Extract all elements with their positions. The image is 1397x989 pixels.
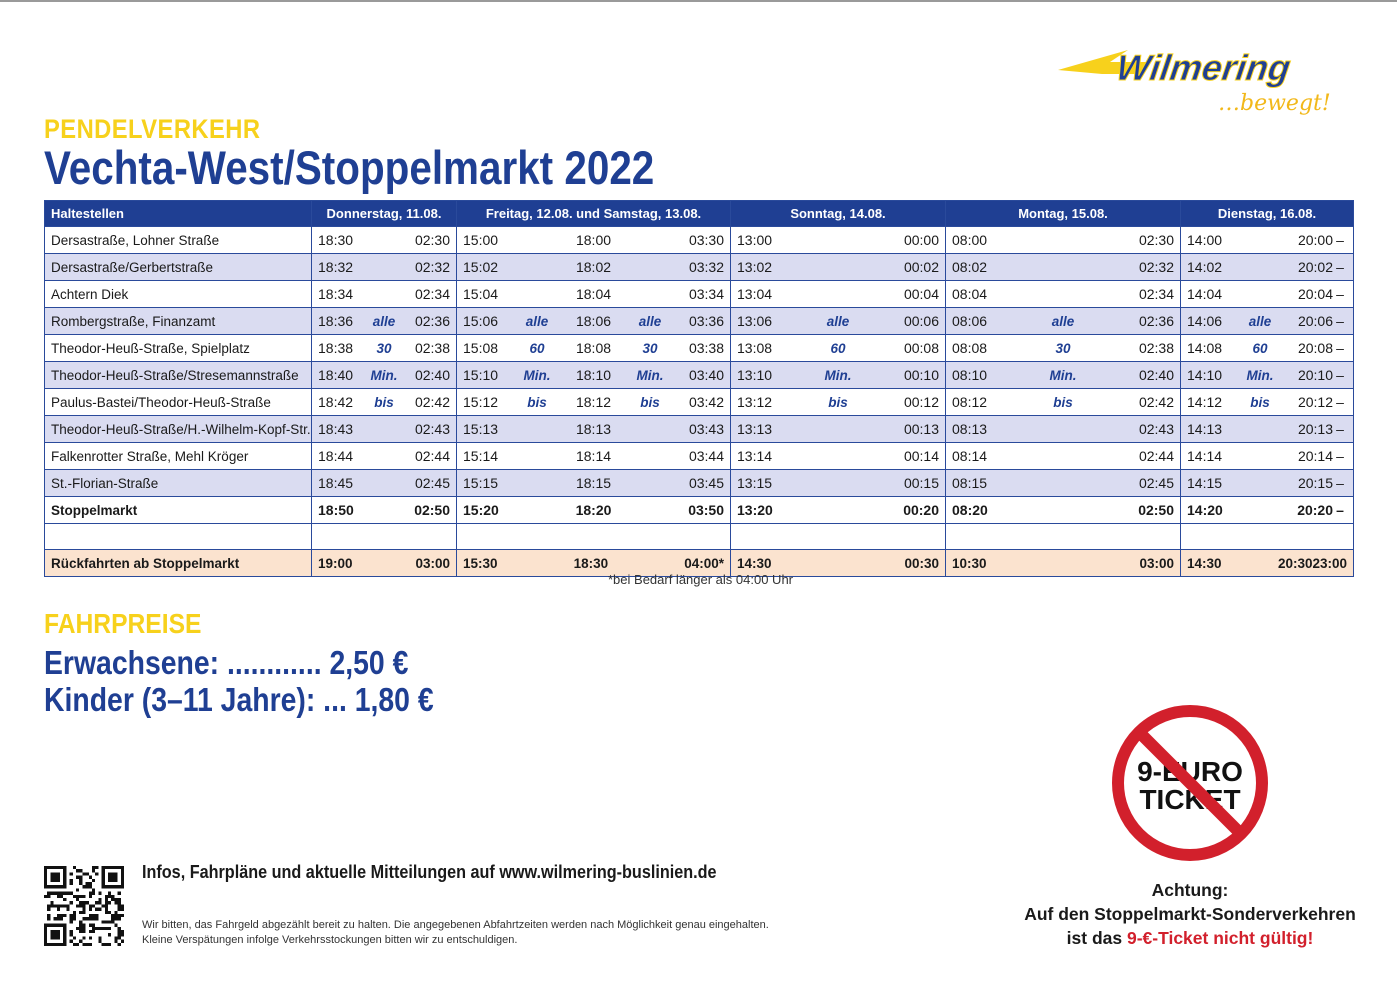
- small-print-line1: Wir bitten, das Fahrgeld abgezählt bereit zu halten. Die angegebenen Abfahrtzeiten werden nach Möglichkeit genau eingehalten.: [142, 919, 769, 931]
- interval-note: Min.: [824, 367, 852, 383]
- departure-time: 15:30: [463, 555, 498, 571]
- departure-time: 20:13: [1297, 421, 1333, 437]
- departure-time: 03:45: [688, 475, 725, 491]
- departure-time: 19:00: [318, 555, 353, 571]
- departure-time: 00:30: [904, 555, 939, 571]
- day-cell: [312, 227, 457, 254]
- day-cell: [1181, 281, 1354, 308]
- departure-time: 18:40: [318, 367, 354, 383]
- logo-tagline: …bewegt!: [1218, 91, 1331, 116]
- fares-title: FAHRPREISE: [44, 608, 202, 639]
- day-cell: [946, 227, 1181, 254]
- departure-time: 14:13: [1187, 421, 1223, 437]
- interval-note: 60: [1252, 340, 1268, 356]
- departure-time: 08:02: [952, 259, 988, 275]
- interval-note: 30: [642, 340, 658, 356]
- departure-time: 02:34: [414, 286, 450, 302]
- empty-cell: [45, 524, 312, 550]
- departure-time: 08:13: [952, 421, 988, 437]
- day-cell: [1181, 308, 1354, 335]
- day-cell: [312, 254, 457, 281]
- departure-time: –: [1336, 232, 1344, 248]
- departure-time: 18:30: [573, 555, 609, 571]
- sign-line1: 9-EURO: [1137, 756, 1243, 787]
- stop-name: St.-Florian-Straße: [45, 470, 312, 497]
- departure-time: 20:20: [1297, 502, 1333, 518]
- day-cell: [1181, 227, 1354, 254]
- interval-note: alle: [1248, 313, 1272, 329]
- table-row: [45, 308, 1354, 335]
- day-cell: [731, 443, 946, 470]
- interval-note: Min.: [1049, 367, 1077, 383]
- day-cell: [457, 254, 731, 281]
- day-cell: [1181, 443, 1354, 470]
- departure-time: 02:32: [1138, 259, 1174, 275]
- day-cell: [312, 416, 457, 443]
- day-cell: [946, 335, 1181, 362]
- day-cell: [457, 335, 731, 362]
- day-cell: [312, 550, 457, 577]
- day-cell: [946, 389, 1181, 416]
- day-cell: [946, 497, 1181, 524]
- departure-time: 10:30: [952, 555, 987, 571]
- table-row: [45, 389, 1354, 416]
- departure-time: 18:50: [318, 502, 354, 518]
- stop-name: Achtern Diek: [45, 281, 312, 308]
- table-row: [45, 443, 1354, 470]
- departure-time: 03:42: [688, 394, 725, 410]
- day-cell: [731, 227, 946, 254]
- day-cell: [312, 308, 457, 335]
- departure-time: 02:44: [414, 448, 450, 464]
- header-thursday: Donnerstag, 11.08.: [312, 201, 457, 227]
- table-row: [45, 227, 1354, 254]
- day-cell: [312, 497, 457, 524]
- interval-note: bis: [640, 394, 660, 410]
- day-cell: [946, 550, 1181, 577]
- notice: [1020, 878, 1360, 950]
- interval-note: bis: [1250, 394, 1270, 410]
- stop-name: Dersastraße, Lohner Straße: [45, 227, 312, 254]
- sign-line2: TICKET: [1139, 784, 1241, 815]
- departure-time: –: [1336, 448, 1344, 464]
- table-row: [45, 470, 1354, 497]
- departure-time: 03:50: [688, 502, 724, 518]
- interval-note: bis: [1053, 394, 1073, 410]
- day-cell: [946, 470, 1181, 497]
- day-cell: [731, 362, 946, 389]
- departure-time: 02:43: [414, 421, 450, 437]
- departure-time: 13:10: [737, 367, 773, 383]
- departure-time: 15:10: [463, 367, 499, 383]
- departure-time: 18:30: [318, 232, 354, 248]
- day-cell: [731, 416, 946, 443]
- day-cell: [1181, 470, 1354, 497]
- departure-time: 20:04: [1297, 286, 1333, 302]
- departure-time: 14:12: [1187, 394, 1223, 410]
- interval-note: alle: [372, 313, 396, 329]
- departure-time: 20:14: [1297, 448, 1333, 464]
- departure-time: 18:13: [575, 421, 612, 437]
- departure-time: 18:04: [575, 286, 612, 302]
- departure-time: 02:40: [414, 367, 450, 383]
- departure-time: 02:36: [1138, 313, 1174, 329]
- departure-time: 13:14: [737, 448, 773, 464]
- departure-time: 20:10: [1297, 367, 1333, 383]
- empty-cell: [457, 524, 731, 550]
- day-cell: [731, 335, 946, 362]
- departure-time: 18:15: [575, 475, 612, 491]
- day-cell: [457, 416, 731, 443]
- notice-line2: Auf den Stoppelmarkt-Sonderverkehren: [1024, 904, 1356, 924]
- stop-name: Dersastraße/Gerbertstraße: [45, 254, 312, 281]
- departure-time: 03:40: [688, 367, 725, 383]
- departure-time: 00:02: [903, 259, 939, 275]
- table-row: [45, 416, 1354, 443]
- departure-time: 08:12: [952, 394, 988, 410]
- interval-note: 60: [529, 340, 545, 356]
- departure-time: 15:12: [463, 394, 499, 410]
- day-cell: [457, 470, 731, 497]
- notice-line1: Achtung:: [1151, 880, 1229, 900]
- stop-name: Rückfahrten ab Stoppelmarkt: [45, 550, 312, 577]
- interval-note: bis: [527, 394, 547, 410]
- departure-time: –: [1336, 394, 1344, 410]
- notice-line3: [1020, 926, 1360, 950]
- interval-note: bis: [374, 394, 394, 410]
- departure-time: 20:00: [1297, 232, 1333, 248]
- departure-time: 02:38: [1138, 340, 1174, 356]
- day-cell: [1181, 416, 1354, 443]
- departure-time: 14:04: [1187, 286, 1223, 302]
- day-cell: [1181, 389, 1354, 416]
- departure-time: 15:02: [463, 259, 499, 275]
- stop-name: Stoppelmarkt: [45, 497, 312, 524]
- departure-time: 18:44: [318, 448, 354, 464]
- day-cell: [312, 281, 457, 308]
- interval-note: 60: [830, 340, 846, 356]
- departure-time: 00:00: [903, 232, 939, 248]
- departure-time: –: [1336, 502, 1344, 518]
- departure-time: 14:30: [1187, 555, 1222, 571]
- notice-line3-red: 9-€-Ticket nicht gültig!: [1126, 928, 1314, 948]
- departure-time: 00:10: [903, 367, 939, 383]
- empty-cell: [312, 524, 457, 550]
- departure-time: 15:04: [463, 286, 499, 302]
- departure-time: 02:45: [1138, 475, 1174, 491]
- day-cell: [1181, 254, 1354, 281]
- header-monday: Montag, 15.08.: [946, 201, 1181, 227]
- departure-time: 02:32: [414, 259, 450, 275]
- day-cell: [312, 362, 457, 389]
- day-cell: [1181, 550, 1354, 577]
- departure-time: 14:20: [1187, 502, 1223, 518]
- day-cell: [312, 389, 457, 416]
- departure-time: 14:00: [1187, 232, 1223, 248]
- day-cell: [946, 281, 1181, 308]
- departure-time: 03:00: [415, 555, 450, 571]
- day-cell: [312, 443, 457, 470]
- table-row: [45, 497, 1354, 524]
- day-cell: [457, 497, 731, 524]
- wilmering-logo: [1058, 44, 1358, 116]
- departure-time: 13:13: [737, 421, 773, 437]
- header-stops: Haltestellen: [45, 201, 312, 227]
- empty-cell: [1181, 524, 1354, 550]
- departure-time: 14:14: [1187, 448, 1223, 464]
- departure-time: 00:15: [903, 475, 939, 491]
- interval-note: alle: [525, 313, 549, 329]
- departure-time: 20:30: [1277, 555, 1313, 571]
- departure-time: 13:02: [737, 259, 773, 275]
- day-cell: [731, 308, 946, 335]
- departure-time: 13:08: [737, 340, 773, 356]
- departure-time: 02:43: [1138, 421, 1174, 437]
- departure-time: 18:43: [318, 421, 354, 437]
- day-cell: [312, 335, 457, 362]
- interval-note: 30: [1055, 340, 1071, 356]
- departure-time: 03:38: [688, 340, 725, 356]
- notice-line3-text: ist das: [1066, 928, 1127, 948]
- departure-time: 02:30: [1138, 232, 1174, 248]
- interval-note: bis: [828, 394, 848, 410]
- departure-time: 00:20: [903, 502, 939, 518]
- departure-time: 14:30: [737, 555, 772, 571]
- departure-time: 14:10: [1187, 367, 1223, 383]
- interval-note: Min.: [636, 367, 664, 383]
- departure-time: 00:04: [903, 286, 939, 302]
- departure-time: 18:00: [575, 232, 612, 248]
- departure-time: 02:42: [414, 394, 450, 410]
- departure-time: 04:00*: [684, 555, 725, 571]
- departure-time: 13:00: [737, 232, 773, 248]
- departure-time: –: [1336, 286, 1344, 302]
- departure-time: 18:45: [318, 475, 354, 491]
- day-cell: [1181, 335, 1354, 362]
- logo-graphic: [1058, 44, 1358, 116]
- departure-time: 00:06: [903, 313, 939, 329]
- interval-note: alle: [1051, 313, 1075, 329]
- departure-time: 15:00: [463, 232, 499, 248]
- departure-time: –: [1336, 313, 1344, 329]
- departure-time: 03:36: [688, 313, 725, 329]
- day-cell: [946, 443, 1181, 470]
- departure-time: 03:32: [688, 259, 725, 275]
- departure-time: 18:02: [575, 259, 612, 275]
- departure-time: 14:02: [1187, 259, 1223, 275]
- departure-time: 02:45: [414, 475, 450, 491]
- departure-time: –: [1336, 259, 1344, 275]
- departure-time: 02:38: [414, 340, 450, 356]
- table-row: [45, 335, 1354, 362]
- day-cell: [731, 470, 946, 497]
- interval-note: Min.: [1246, 367, 1274, 383]
- departure-time: 00:14: [903, 448, 939, 464]
- departure-time: 20:15: [1297, 475, 1333, 491]
- departure-time: 18:32: [318, 259, 354, 275]
- departure-time: 18:14: [575, 448, 612, 464]
- departure-time: 08:08: [952, 340, 988, 356]
- day-cell: [1181, 497, 1354, 524]
- departure-time: 18:36: [318, 313, 354, 329]
- table-row: [45, 281, 1354, 308]
- qr-code: [44, 866, 124, 946]
- departure-time: 08:14: [952, 448, 988, 464]
- day-cell: [946, 308, 1181, 335]
- empty-cell: [946, 524, 1181, 550]
- departure-time: 08:04: [952, 286, 988, 302]
- departure-time: –: [1336, 421, 1344, 437]
- departure-time: 13:12: [737, 394, 773, 410]
- departure-time: –: [1336, 367, 1344, 383]
- departure-time: 15:06: [463, 313, 499, 329]
- departure-time: 18:38: [318, 340, 354, 356]
- empty-cell: [731, 524, 946, 550]
- departure-time: 20:12: [1297, 394, 1333, 410]
- day-cell: [457, 362, 731, 389]
- departure-time: 03:00: [1139, 555, 1174, 571]
- day-cell: [312, 470, 457, 497]
- day-cell: [1181, 362, 1354, 389]
- departure-time: 02:44: [1138, 448, 1174, 464]
- departure-time: 03:34: [688, 286, 725, 302]
- day-cell: [731, 254, 946, 281]
- departure-time: 13:15: [737, 475, 773, 491]
- departure-time: 23:00: [1312, 555, 1347, 571]
- stop-name: Paulus-Bastei/Theodor-Heuß-Straße: [45, 389, 312, 416]
- departure-time: 20:02: [1297, 259, 1333, 275]
- day-cell: [457, 227, 731, 254]
- table-row: [45, 254, 1354, 281]
- departure-time: 13:04: [737, 286, 773, 302]
- departure-time: 08:15: [952, 475, 988, 491]
- departure-time: 14:06: [1187, 313, 1223, 329]
- departure-time: –: [1336, 475, 1344, 491]
- small-print-line2: Kleine Verspätungen infolge Verkehrsstockungen bitten wir zu entschuldigen.: [142, 934, 518, 946]
- fare-children: Kinder (3–11 Jahre): ... 1,80 €: [44, 681, 434, 718]
- departure-time: 18:42: [318, 394, 354, 410]
- departure-time: 20:06: [1297, 313, 1333, 329]
- header-friday-saturday: Freitag, 12.08. und Samstag, 13.08.: [457, 201, 731, 227]
- departure-time: 08:10: [952, 367, 988, 383]
- table-row: [45, 362, 1354, 389]
- day-cell: [457, 389, 731, 416]
- header-sunday: Sonntag, 14.08.: [731, 201, 946, 227]
- departure-time: 08:06: [952, 313, 988, 329]
- departure-time: 14:08: [1187, 340, 1223, 356]
- stop-name: Theodor-Heuß-Straße, Spielplatz: [45, 335, 312, 362]
- departure-time: 00:13: [903, 421, 939, 437]
- day-cell: [457, 281, 731, 308]
- day-cell: [946, 416, 1181, 443]
- departure-time: 18:08: [575, 340, 612, 356]
- day-cell: [457, 443, 731, 470]
- header-tuesday: Dienstag, 16.08.: [1181, 201, 1354, 227]
- day-cell: [731, 389, 946, 416]
- departure-time: 03:43: [688, 421, 725, 437]
- departure-time: 02:40: [1138, 367, 1174, 383]
- departure-time: 00:08: [903, 340, 939, 356]
- departure-time: 20:08: [1297, 340, 1333, 356]
- departure-time: 15:13: [463, 421, 499, 437]
- departure-time: 18:06: [575, 313, 612, 329]
- interval-note: alle: [826, 313, 850, 329]
- departure-time: 15:20: [463, 502, 499, 518]
- day-cell: [731, 497, 946, 524]
- day-cell: [457, 308, 731, 335]
- departure-time: 18:20: [575, 502, 612, 518]
- departure-time: 14:15: [1187, 475, 1223, 491]
- departure-time: 03:44: [688, 448, 725, 464]
- day-cell: [946, 254, 1181, 281]
- departure-time: 02:30: [414, 232, 450, 248]
- departure-time: –: [1336, 340, 1344, 356]
- top-rule: [0, 0, 1397, 2]
- stop-name: Falkenrotter Straße, Mehl Kröger: [45, 443, 312, 470]
- logo-brand: Wilmering: [1113, 47, 1294, 88]
- departure-time: 08:00: [952, 232, 988, 248]
- interval-note: Min.: [370, 367, 398, 383]
- stop-name: Theodor-Heuß-Straße/Stresemannstraße: [45, 362, 312, 389]
- departure-time: 13:20: [737, 502, 773, 518]
- departure-time: 18:10: [575, 367, 612, 383]
- departure-time: 02:36: [414, 313, 450, 329]
- fare-adults: Erwachsene: ............ 2,50 €: [44, 644, 409, 681]
- timetable-header: [45, 201, 1354, 227]
- small-print: [142, 918, 769, 948]
- day-cell: [731, 281, 946, 308]
- departure-time: 15:08: [463, 340, 499, 356]
- info-line: Infos, Fahrpläne und aktuelle Mitteilungen auf www.wilmering-buslinien.de: [142, 862, 717, 882]
- departure-time: 13:06: [737, 313, 773, 329]
- departure-time: 02:42: [1138, 394, 1174, 410]
- page-title: Vechta-West/Stoppelmarkt 2022: [44, 141, 655, 194]
- departure-time: 02:50: [1138, 502, 1174, 518]
- interval-note: Min.: [523, 367, 551, 383]
- interval-note: alle: [638, 313, 662, 329]
- departure-time: 00:12: [903, 394, 939, 410]
- day-cell: [946, 362, 1181, 389]
- departure-time: 03:30: [688, 232, 725, 248]
- departure-time: 18:12: [575, 394, 612, 410]
- departure-time: 15:14: [463, 448, 499, 464]
- departure-time: 15:15: [463, 475, 499, 491]
- departure-time: 02:34: [1138, 286, 1174, 302]
- footnote: *bei Bedarf länger als 04:00 Uhr: [608, 572, 794, 587]
- departure-time: 08:20: [952, 502, 988, 518]
- no-9-euro-ticket-sign: [1110, 703, 1270, 863]
- stop-name: Rombergstraße, Finanzamt: [45, 308, 312, 335]
- timetable: [44, 200, 1354, 577]
- departure-time: 02:50: [414, 502, 450, 518]
- interval-note: 30: [376, 340, 392, 356]
- kicker: PENDELVERKEHR: [44, 114, 261, 144]
- stop-name: Theodor-Heuß-Straße/H.-Wilhelm-Kopf-Str.: [45, 416, 312, 443]
- departure-time: 18:34: [318, 286, 354, 302]
- spacer-row: [45, 524, 1354, 550]
